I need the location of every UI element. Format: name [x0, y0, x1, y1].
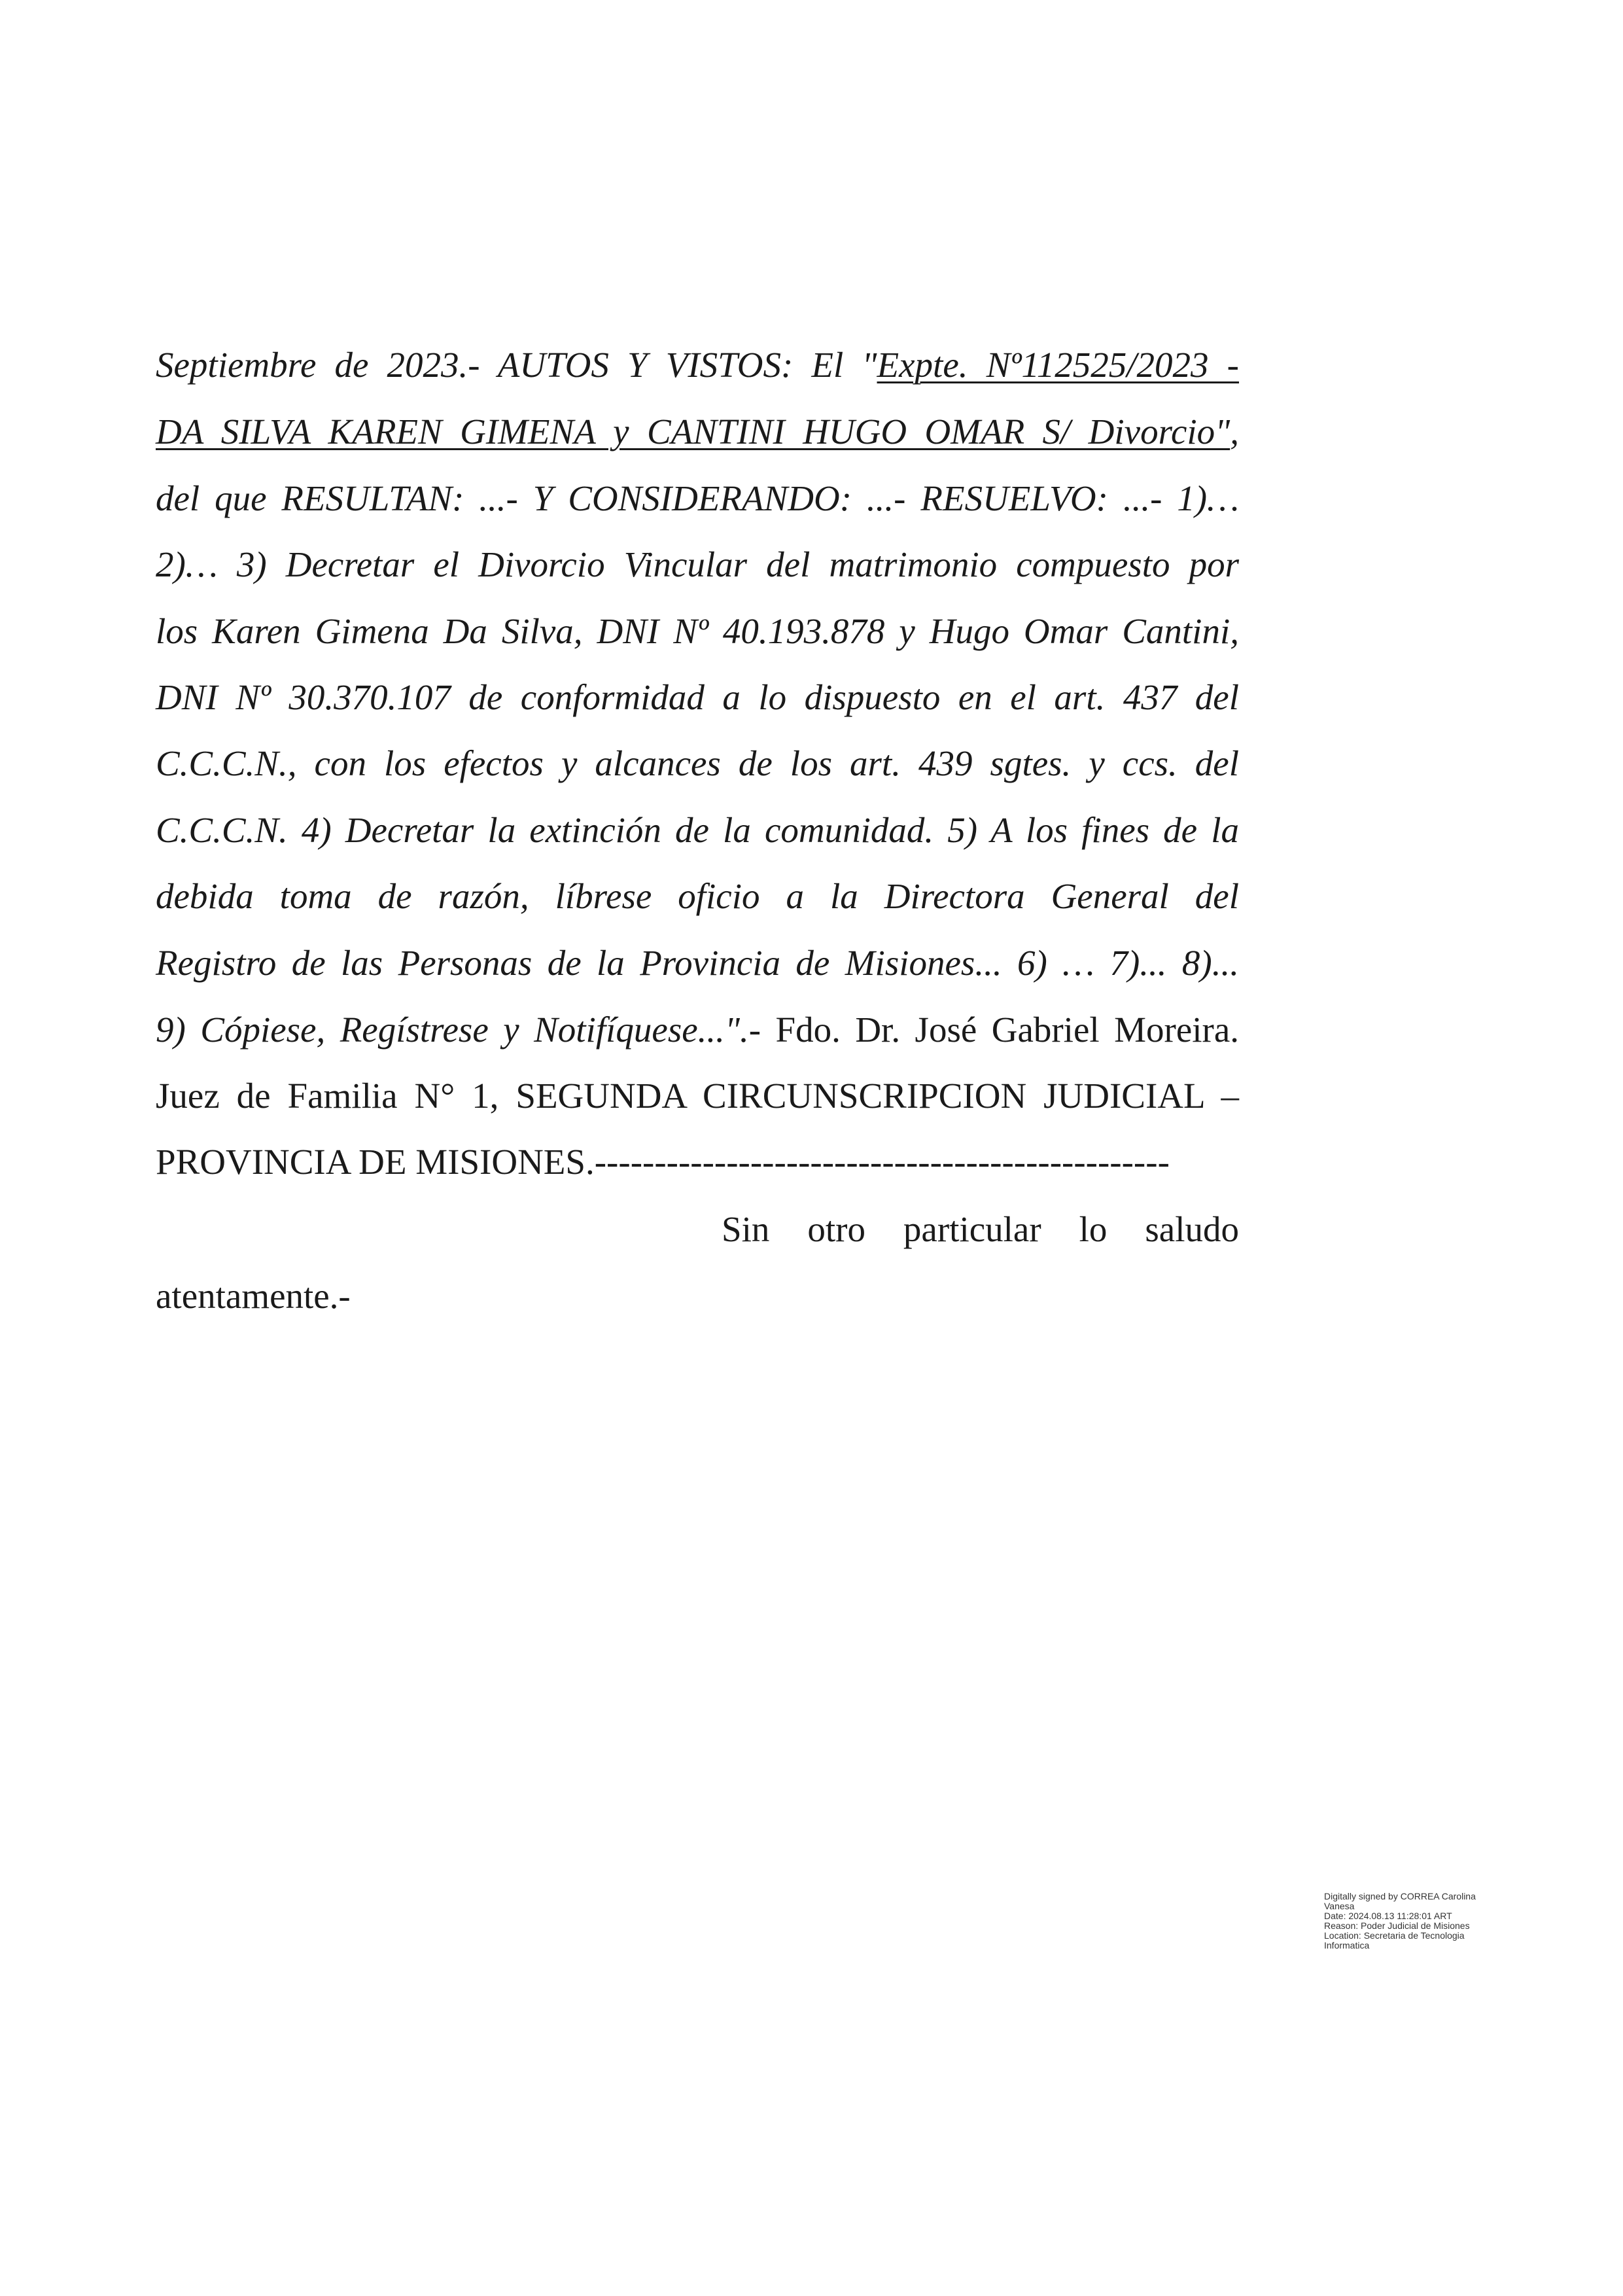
case-reference-link[interactable]: Expte. Nº112525/2023 - — [877, 345, 1240, 385]
body-line-2-text: , — [1230, 412, 1239, 451]
body-line-12: Juez de Familia N° 1, SEGUNDA CIRCUNSCRIPCION JUDICIAL – — [156, 1076, 1239, 1116]
body-line-8: C.C.C.N. 4) Decretar la extinción de la comunidad. 5) A los fines de la — [156, 810, 1239, 850]
body-line-11-plain: - Fdo. Dr. José Gabriel Moreira. — [748, 1010, 1239, 1050]
digital-signature-block — [1324, 1892, 1520, 1951]
signature-signer: Digitally signed by CORREA Carolina — [1324, 1891, 1476, 1901]
signature-date: Date: 2024.08.13 11:28:01 ART — [1324, 1911, 1452, 1921]
body-line-1 — [156, 347, 1239, 383]
body-line-2 — [156, 414, 1239, 450]
closing-line-2: atentamente.- — [156, 1276, 351, 1316]
body-line-7: C.C.C.N., con los efectos y alcances de los art. 439 sgtes. y ccs. del — [156, 743, 1239, 783]
body-line-11-italic: 9) Cópiese, Regístrese y Notifíquese...". — [156, 1010, 749, 1050]
body-line-10: Registro de las Personas de la Provincia de Misiones... 6) … 7)... 8)... — [156, 943, 1239, 983]
closing-line-1: Sin otro particular lo saludo — [722, 1209, 1239, 1249]
body-line-11 — [156, 1012, 1239, 1048]
case-title-link[interactable]: DA SILVA KAREN GIMENA y CANTINI HUGO OMAR S/ Divorcio" — [156, 412, 1230, 451]
signature-signer-cont: Vanesa — [1324, 1901, 1355, 1911]
body-line-4: 2)… 3) Decretar el Divorcio Vincular del matrimonio compuesto por — [156, 544, 1239, 584]
body-line-3: del que RESULTAN: ...- Y CONSIDERANDO: ...- RESUELVO: ...- 1)… — [156, 478, 1239, 518]
body-line-6: DNI Nº 30.370.107 de conformidad a lo dispuesto en el art. 437 del — [156, 677, 1239, 717]
body-line-1-text: Septiembre de 2023.- AUTOS Y VISTOS: El " — [156, 345, 877, 385]
body-line-9: debida toma de razón, líbrese oficio a la Directora General del — [156, 876, 1239, 916]
body-line-5: los Karen Gimena Da Silva, DNI Nº 40.193.878 y Hugo Omar Cantini, — [156, 611, 1239, 651]
signature-location: Location: Secretaria de Tecnologia — [1324, 1930, 1465, 1941]
signature-location-cont: Informatica — [1324, 1940, 1370, 1951]
signature-reason: Reason: Poder Judicial de Misiones — [1324, 1920, 1470, 1931]
body-line-13: PROVINCIA DE MISIONES.------------------------------------------------ — [156, 1142, 1170, 1182]
